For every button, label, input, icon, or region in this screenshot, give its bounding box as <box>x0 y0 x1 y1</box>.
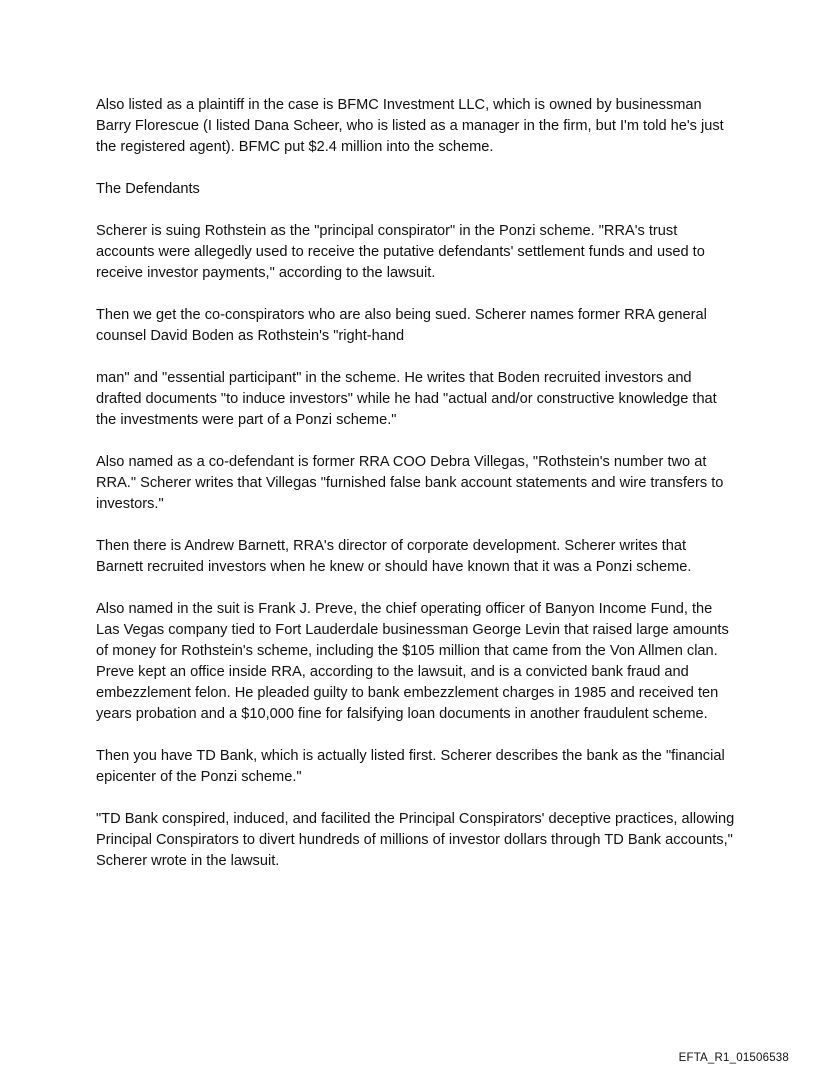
paragraph-td-bank: Then you have TD Bank, which is actually listed first. Scherer describes the bank as the "financial epicenter of the Ponzi scheme." <box>96 748 725 785</box>
paragraph-barnett: Then there is Andrew Barnett, RRA's director of corporate development. Scherer writes that Barnett recruited investors when he knew or should have known that it was a Ponzi scheme. <box>96 538 692 575</box>
paragraph-td-bank-quote: "TD Bank conspired, induced, and facilited the Principal Conspirators' deceptive practices, allowing Principal Conspirators to divert hundreds of millions of investor dollars through TD Bank accounts," Scherer wrote in the lawsuit. <box>96 811 735 869</box>
paragraph-bfmc-plaintiff: Also listed as a plaintiff in the case is BFMC Investment LLC, which is owned by businessman Barry Florescue (I listed Dana Scheer, who is listed as a manager in the firm, but I'm told he's just the registered agent). BFMC put $2.4 million into the scheme. <box>96 97 724 155</box>
section-heading-defendants: The Defendants <box>96 181 200 197</box>
paragraph-rothstein: Scherer is suing Rothstein as the "principal conspirator" in the Ponzi scheme. "RRA's trust accounts were allegedly used to receive the putative defendants' settlement funds and used to receive investor payments," according to the lawsuit. <box>96 223 705 281</box>
paragraph-villegas: Also named as a co-defendant is former RRA COO Debra Villegas, "Rothstein's number two at RRA." Scherer writes that Villegas "furnished false bank account statements and wire transfers to investors." <box>96 454 724 512</box>
paragraph-preve: Also named in the suit is Frank J. Preve, the chief operating officer of Banyon Income Fund, the Las Vegas company tied to Fort Lauderdale businessman George Levin that raised large amounts of money for Rothstein's scheme, including the $105 million that came from the Von Allmen clan. Preve kept an office inside RRA, according to the lawsuit, and is a convicted bank fraud and embezzlement felon. He pleaded guilty to bank embezzlement charges in 1985 and received ten years probation and a $10,000 fine for falsifying loan documents in another fraudulent scheme. <box>96 601 729 722</box>
document-body <box>96 95 736 893</box>
document-id-footer: EFTA_R1_01506538 <box>678 1052 789 1064</box>
paragraph-boden: man" and "essential participant" in the scheme. He writes that Boden recruited investors and drafted documents "to induce investors" while he had "actual and/or constructive knowledge that the investments were part of a Ponzi scheme." <box>96 370 717 428</box>
paragraph-co-conspirators: Then we get the co-conspirators who are also being sued. Scherer names former RRA general counsel David Boden as Rothstein's "right-hand <box>96 307 707 344</box>
